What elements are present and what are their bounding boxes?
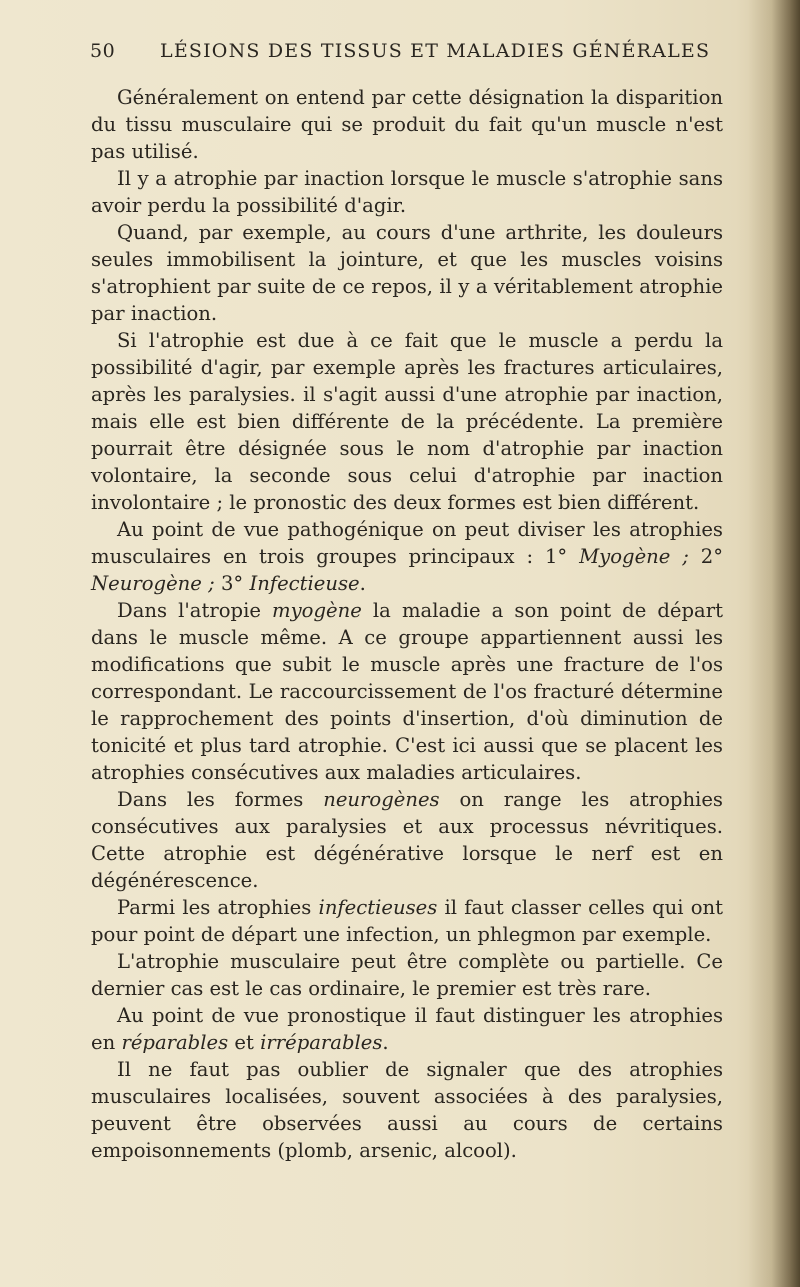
text-run: et (228, 1031, 261, 1054)
paragraph: Il ne faut pas oublier de signaler que des atrophies musculaires localisées, souvent associées à des paralysies, peuvent être observées aussi au cours de certains empoisonnements (plomb, arsenic, alcool). (91, 1058, 723, 1162)
paragraph: Généralement on entend par cette désignation la disparition du tissu musculaire qui se produit du fait qu'un muscle n'est pas utilisé. (91, 86, 723, 163)
paragraph (91, 597, 723, 786)
page-number: 50 (90, 40, 116, 62)
text-run: Parmi les atrophies (117, 896, 319, 919)
paragraph: Si l'atrophie est due à ce fait que le muscle a perdu la possibilité d'agir, par exemple après les fractures articulaires, après les paralysies. il s'agit aussi d'une atrophie par inaction, mais elle est bien différente de la précédente. La première pourrait être désignée sous le nom d'atrophie par inaction volontaire, la seconde sous celui d'atrophie par inaction involontaire ; le pronostic des deux formes est bien différent. (91, 329, 723, 514)
running-header (90, 40, 730, 62)
text-run: la maladie a son point de départ dans le muscle même. A ce groupe appartiennent aussi les modifications que subit le muscle après une fracture de l'os correspondant. Le raccourcissement de l'os fracturé détermine le rapprochement des points d'insertion, d'où diminution de tonicité et plus tard atrophie. C'est ici aussi que se placent les atrophies consécutives aux maladies articulaires. (91, 599, 723, 784)
italic-term: réparables (121, 1031, 229, 1054)
paragraph: Il y a atrophie par inaction lorsque le muscle s'atrophie sans avoir perdu la possibilité d'agir. (91, 167, 723, 217)
italic-term: Neurogène ; (91, 572, 215, 595)
italic-term: myogène (272, 599, 362, 622)
text-run: Au point de vue pathogénique on peut diviser les atrophies musculaires en trois groupes principaux : 1° (91, 518, 723, 568)
running-title: LÉSIONS DES TISSUS ET MALADIES GÉNÉRALES (160, 40, 711, 62)
text-run: on range les atrophies consécutives aux paralysies et aux processus névritiques. Cette atrophie est dégénérative lorsque le nerf est en dégénérescence. (91, 788, 723, 892)
paragraph (91, 894, 723, 948)
text-run: 3° (214, 572, 250, 595)
italic-term: neurogènes (323, 788, 440, 811)
text-run: il faut classer celles qui ont pour point de départ une infection, un phlegmon par exemple. (91, 896, 723, 946)
text-run: Dans l'atropie (117, 599, 273, 622)
text-run: Au point de vue pronostique il faut distinguer les atrophies en (91, 1004, 723, 1054)
binding-edge-shadow (748, 0, 800, 1287)
italic-term: irréparables (260, 1031, 383, 1054)
text-run: Dans les formes (117, 788, 324, 811)
italic-term: Infectieuse (249, 572, 360, 595)
paragraph (91, 1002, 723, 1056)
italic-term: infectieuses (318, 896, 438, 919)
paragraph (91, 786, 723, 894)
text-run: . (359, 572, 366, 595)
paragraph: L'atrophie musculaire peut être complète ou partielle. Ce dernier cas est le cas ordinaire, le premier est très rare. (91, 950, 723, 1000)
text-run: 2° (688, 545, 723, 568)
text-run: . (382, 1031, 389, 1054)
paragraph: Quand, par exemple, au cours d'une arthrite, les douleurs seules immobilisent la jointure, et que les muscles voisins s'atrophient par suite de ce repos, il y a véritablement atrophie par inaction. (91, 221, 723, 325)
italic-term: Myogène ; (579, 545, 689, 568)
paragraph (91, 516, 723, 597)
body-text (91, 84, 723, 1164)
